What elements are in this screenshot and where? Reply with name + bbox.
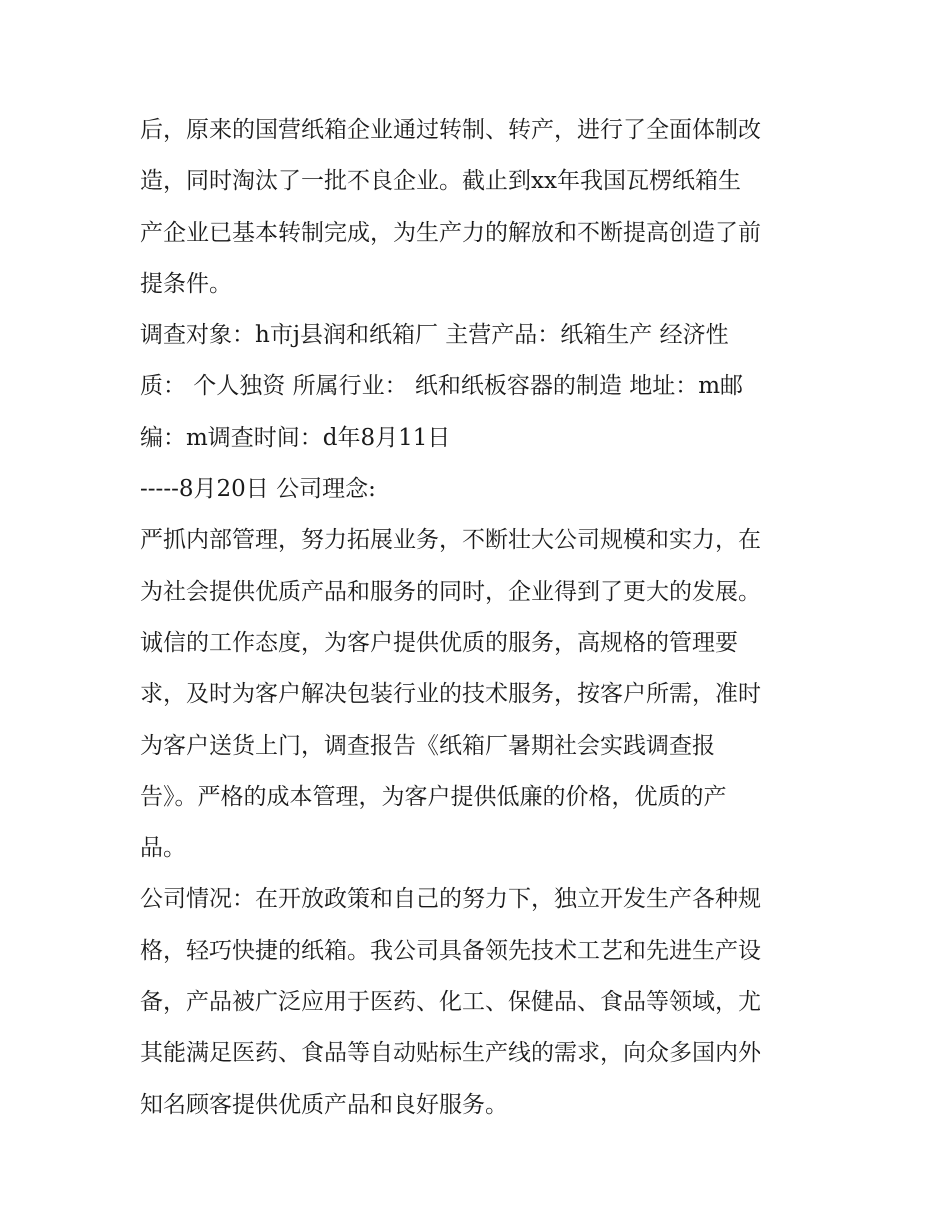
text-line: 严抓内部管理，努力拓展业务，不断壮大公司规模和实力，在 — [140, 527, 761, 554]
text-line: 产企业已基本转制完成，为生产力的解放和不断提高创造了前 — [140, 219, 761, 246]
text-line: 质： 个人独资 所属行业： 纸和纸板容器的制造 地址：m邮 — [140, 373, 744, 400]
text-line: 为客户送货上门，调查报告《纸箱厂暑期社会实践调查报 — [140, 732, 715, 759]
document-body — [140, 105, 820, 1131]
text-line: 编：m调查时间：d年8月11日 — [140, 424, 451, 451]
text-line: 格，轻巧快捷的纸箱。我公司具备领先技术工艺和先进生产设 — [140, 937, 761, 964]
text-line: 调查对象：h市j县润和纸箱厂 主营产品：纸箱生产 经济性 — [140, 322, 729, 349]
text-line: 其能满足医药、食品等自动贴标生产线的需求，向众多国内外 — [140, 1040, 761, 1067]
text-line: 备，产品被广泛应用于医药、化工、保健品、食品等领域，尤 — [140, 989, 761, 1016]
text-line: 求，及时为客户解决包装行业的技术服务，按客户所需，准时 — [140, 681, 761, 708]
text-line: 提条件。 — [140, 270, 232, 297]
text-line: 为社会提供优质产品和服务的同时，企业得到了更大的发展。 — [140, 578, 761, 605]
text-line: 知名顾客提供优质产品和良好服务。 — [140, 1091, 508, 1118]
text-line: -----8月20日 公司理念: — [140, 476, 376, 503]
text-line: 告》。严格的成本管理，为客户提供低廉的价格，优质的产 — [140, 783, 727, 810]
text-line: 公司情况：在开放政策和自己的努力下，独立开发生产各种规 — [140, 886, 761, 913]
text-line: 品。 — [140, 835, 186, 862]
text-line: 诚信的工作态度，为客户提供优质的服务，高规格的管理要 — [140, 629, 738, 656]
text-line: 造，同时淘汰了一批不良企业。截止到xx年我国瓦楞纸箱生 — [140, 168, 741, 195]
text-line: 后，原来的国营纸箱企业通过转制、转产，进行了全面体制改 — [140, 117, 761, 143]
